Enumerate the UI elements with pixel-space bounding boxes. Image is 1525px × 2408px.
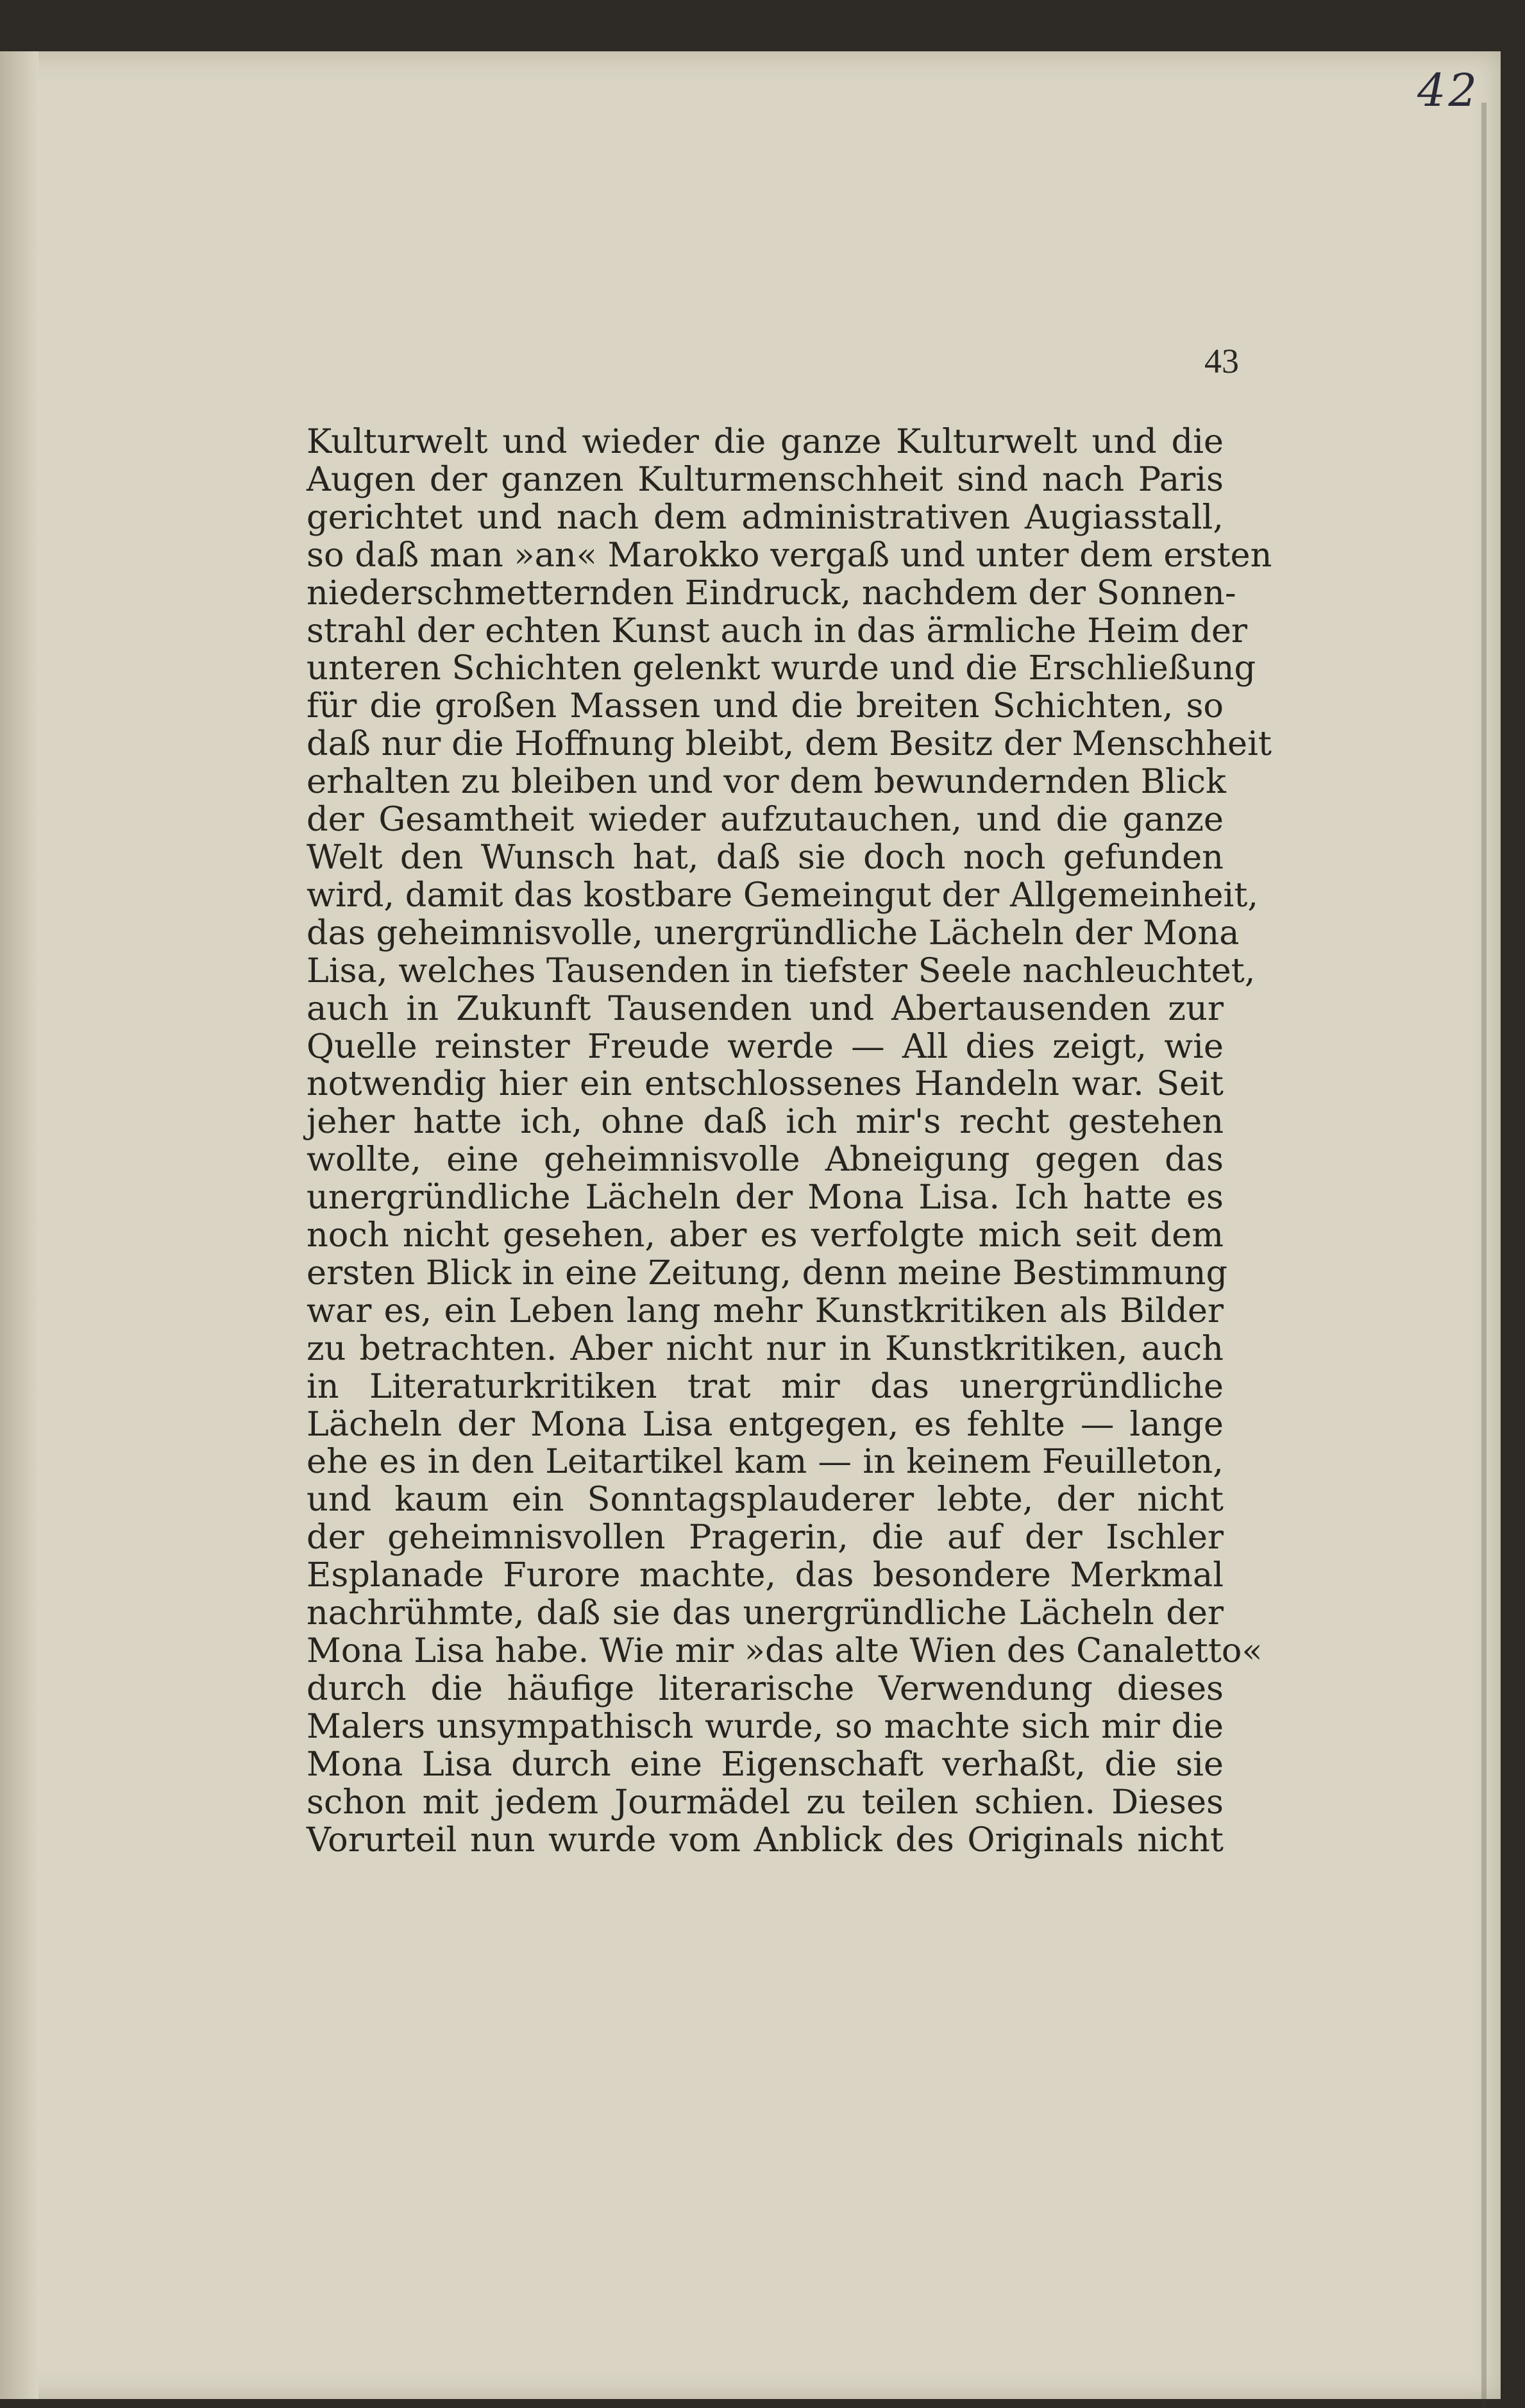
handwritten-folio-number: 42 <box>1417 64 1480 117</box>
text-line: für die großen Massen und die breiten Schichten, so <box>307 686 1224 726</box>
text-line: wird, damit das kostbare Gemeingut der Allgemeinheit, <box>307 875 1259 915</box>
text-line: ersten Blick in eine Zeitung, denn meine Bestimmung <box>307 1253 1228 1293</box>
text-line: Mona Lisa durch eine Eigenschaft verhaßt, die sie <box>307 1744 1224 1784</box>
text-line: Esplanade Furore machte, das besondere Merkmal <box>307 1556 1224 1595</box>
text-line: jeher hatte ich, ohne daß ich mir's recht gestehen <box>307 1102 1224 1142</box>
text-line: das geheimnisvolle, unergründliche Lächeln der Mona <box>307 913 1240 953</box>
body-text <box>307 422 1272 1860</box>
text-line: auch in Zukunft Tausenden und Abertausenden zur <box>307 988 1224 1028</box>
page-binding-edge <box>0 51 38 2399</box>
text-line: und kaum ein Sonntagsplauderer lebte, der nicht <box>307 1480 1224 1520</box>
text-line: Welt den Wunsch hat, daß sie doch noch gefunden <box>307 837 1224 877</box>
text-line: zu betrachten. Aber nicht nur in Kunstkritiken, auch <box>307 1328 1224 1368</box>
text-line: wollte, eine geheimnisvolle Abneigung gegen das <box>307 1140 1224 1180</box>
text-line: Mona Lisa habe. Wie mir »das alte Wien des Canaletto« <box>307 1631 1263 1670</box>
text-line: Kulturwelt und wieder die ganze Kulturwelt und die <box>307 422 1224 461</box>
text-line: der geheimnisvollen Pragerin, die auf der Ischler <box>307 1518 1224 1557</box>
text-line: erhalten zu bleiben und vor dem bewundernden Blick <box>307 762 1226 802</box>
text-line: niederschmetternden Eindruck, nachdem der Sonnen- <box>307 573 1236 613</box>
text-line: daß nur die Hoffnung bleibt, dem Besitz der Menschheit <box>307 724 1272 764</box>
text-line: in Literaturkritiken trat mir das unergründliche <box>307 1366 1224 1406</box>
text-line: Lächeln der Mona Lisa entgegen, es fehlte — lange <box>307 1404 1224 1444</box>
text-line: Malers unsympathisch wurde, so machte sich mir die <box>307 1706 1224 1746</box>
text-line: unergründliche Lächeln der Mona Lisa. Ich hatte es <box>307 1178 1224 1217</box>
text-line: Augen der ganzen Kulturmenschheit sind nach Paris <box>307 459 1224 499</box>
text-line: Lisa, welches Tausenden in tiefster Seele nachleuchtet, <box>307 951 1256 990</box>
text-line: Vorurteil nun wurde vom Anblick des Originals nicht <box>307 1820 1224 1860</box>
text-line: nachrühmte, daß sie das unergründliche Lächeln der <box>307 1593 1224 1633</box>
text-line: so daß man »an« Marokko vergaß und unter dem ersten <box>307 535 1272 575</box>
page-right-edge <box>1481 103 1487 2408</box>
text-line: schon mit jedem Jourmädel zu teilen schien. Dieses <box>307 1782 1224 1822</box>
text-line: der Gesamtheit wieder aufzutauchen, und die ganze <box>307 800 1224 840</box>
text-line: ehe es in den Leitartikel kam — in keinem Feuilleton, <box>307 1442 1224 1482</box>
text-line: gerichtet und nach dem administrativen Augiasstall, <box>307 497 1224 537</box>
text-line: durch die häufige literarische Verwendung dieses <box>307 1668 1224 1708</box>
text-line: Quelle reinster Freude werde — All dies zeigt, wie <box>307 1026 1224 1066</box>
page-number: 43 <box>1204 342 1239 380</box>
text-line: war es, ein Leben lang mehr Kunstkritiken als Bilder <box>307 1291 1224 1330</box>
text-line: noch nicht gesehen, aber es verfolgte mich seit dem <box>307 1216 1224 1255</box>
text-line: unteren Schichten gelenkt wurde und die Erschließung <box>307 649 1256 688</box>
text-line: strahl der echten Kunst auch in das ärmliche Heim der <box>307 611 1248 650</box>
text-line: notwendig hier ein entschlossenes Handeln war. Seit <box>307 1064 1224 1104</box>
